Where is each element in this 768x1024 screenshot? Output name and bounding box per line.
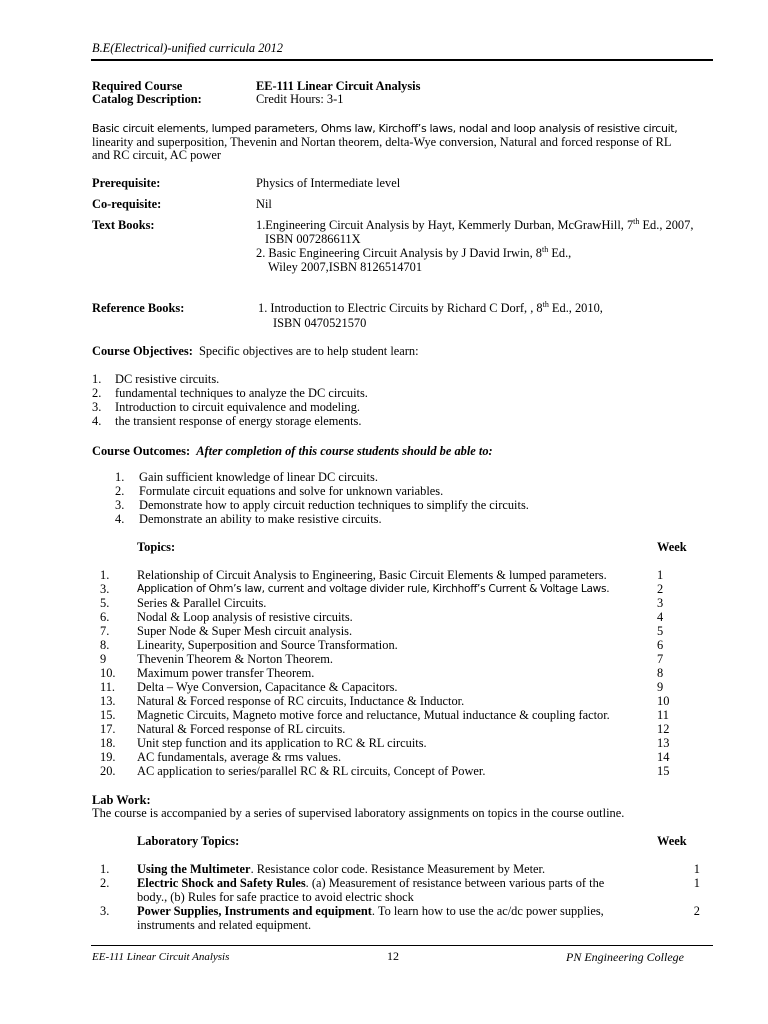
outcome-item: Demonstrate how to apply circuit reduction techniques to simplify the circuits. — [139, 498, 529, 512]
topic-item: Delta – Wye Conversion, Capacitance & Capacitors. — [137, 680, 398, 694]
topic-number: 9 — [100, 652, 107, 666]
topic-item: Linearity, Superposition and Source Transformation. — [137, 638, 398, 652]
objective-item: Introduction to circuit equivalence and modeling. — [115, 400, 360, 414]
topic-number: 17. — [100, 722, 116, 736]
description-line-3: and RC circuit, AC power — [92, 148, 222, 162]
topic-item: Maximum power transfer Theorem. — [137, 666, 315, 680]
footer-course: EE-111 Linear Circuit Analysis — [92, 951, 230, 963]
topic-item: AC application to series/parallel RC & RL circuits, Concept of Power. — [137, 764, 486, 778]
lab-topic-week: 2 — [693, 904, 700, 918]
reference-books-label: Reference Books: — [92, 301, 185, 315]
lab-work-label: Lab Work: — [92, 793, 151, 807]
topic-week: 5 — [657, 624, 664, 638]
topic-week: 6 — [657, 638, 664, 652]
header-rule — [91, 59, 713, 61]
lab-topic-3: Power Supplies, Instruments and equipment. To learn how to use the ac/dc power supplies, — [137, 904, 604, 918]
objective-number: 4. — [92, 414, 102, 428]
topic-number: 8. — [100, 638, 110, 652]
textbook-1-isbn: ISBN 007286611X — [265, 232, 361, 246]
topic-week: 4 — [657, 610, 664, 624]
topic-number: 15. — [100, 708, 116, 722]
lab-topic-number: 2. — [100, 876, 110, 890]
course-objectives: Course Objectives: Specific objectives are to help student learn: — [92, 344, 419, 358]
topic-number: 5. — [100, 596, 110, 610]
textbook-1-line-1: 1.Engineering Circuit Analysis by Hayt, Kemmerly Durban, McGrawHill, 7th Ed., 2007, — [256, 216, 694, 232]
topic-week: 10 — [657, 694, 670, 708]
lab-topic-3-continued: instruments and related equipment. — [137, 918, 312, 932]
lab-topic-2: Electric Shock and Safety Rules. (a) Measurement of resistance between various parts of the — [137, 876, 605, 890]
prerequisite-value: Physics of Intermediate level — [256, 176, 401, 190]
textbook-2-publisher: Wiley 2007,ISBN 8126514701 — [268, 260, 423, 274]
topic-week: 7 — [657, 652, 664, 666]
objective-item: fundamental techniques to analyze the DC circuits. — [115, 386, 368, 400]
topic-week: 15 — [657, 764, 670, 778]
outcome-number: 4. — [115, 512, 125, 526]
topic-number: 18. — [100, 736, 116, 750]
topic-item: Natural & Forced response of RC circuits, Inductance & Inductor. — [137, 694, 465, 708]
laboratory-week-header: Week — [657, 834, 687, 848]
topic-item: Application of Ohm’s law, current and voltage divider rule, Kirchhoff’s Current & Voltage Laws. — [137, 583, 610, 595]
catalog-description-label: Catalog Description: — [92, 92, 202, 106]
description-line-2: linearity and superposition, Thevenin and Nortan theorem, delta-Wye conversion, Natural and forced response of RL — [92, 135, 672, 149]
topic-number: 6. — [100, 610, 110, 624]
lab-topic-number: 3. — [100, 904, 110, 918]
footer-college: PN Engineering College — [566, 950, 684, 964]
topic-item: Magnetic Circuits, Magneto motive force and reluctance, Mutual inductance & coupling factor. — [137, 708, 610, 722]
topic-number: 7. — [100, 624, 110, 638]
topic-item: AC fundamentals, average & rms values. — [137, 750, 342, 764]
topic-number: 3. — [100, 582, 110, 596]
textbook-2-line-1: 2. Basic Engineering Circuit Analysis by J David Irwin, 8th Ed., — [256, 244, 572, 260]
topic-week: 14 — [657, 750, 670, 764]
lab-topic-week: 1 — [693, 862, 700, 876]
topic-week: 13 — [657, 736, 670, 750]
topic-item: Thevenin Theorem & Norton Theorem. — [137, 652, 334, 666]
lab-work-text: The course is accompanied by a series of supervised laboratory assignments on topics in the course outline. — [92, 806, 625, 820]
topic-number: 19. — [100, 750, 116, 764]
topic-number: 10. — [100, 666, 116, 680]
lab-topic-2-continued: body., (b) Rules for safe practice to avoid electric shock — [137, 890, 414, 904]
credit-hours: Credit Hours: 3-1 — [256, 92, 344, 106]
topic-item: Natural & Forced response of RL circuits. — [137, 722, 346, 736]
topic-item: Relationship of Circuit Analysis to Engineering, Basic Circuit Elements & lumped parameters. — [137, 568, 607, 582]
outcome-item: Gain sufficient knowledge of linear DC circuits. — [139, 470, 378, 484]
topic-week: 3 — [657, 596, 664, 610]
objective-number: 2. — [92, 386, 102, 400]
objective-item: DC resistive circuits. — [115, 372, 220, 386]
outcome-item: Demonstrate an ability to make resistive circuits. — [139, 512, 382, 526]
outcome-number: 1. — [115, 470, 125, 484]
laboratory-topics-header: Laboratory Topics: — [137, 834, 240, 848]
topic-number: 20. — [100, 764, 116, 778]
course-code-title: EE-111 Linear Circuit Analysis — [256, 79, 421, 93]
reference-book-1-isbn: ISBN 0470521570 — [273, 316, 367, 330]
textbooks-label: Text Books: — [92, 218, 155, 232]
lab-topic-number: 1. — [100, 862, 110, 876]
topic-item: Super Node & Super Mesh circuit analysis. — [137, 624, 353, 638]
outcome-item: Formulate circuit equations and solve for unknown variables. — [139, 484, 444, 498]
outcome-number: 3. — [115, 498, 125, 512]
topics-header: Topics: — [137, 540, 176, 554]
objective-number: 1. — [92, 372, 102, 386]
course-outcomes: Course Outcomes: After completion of this course students should be able to: — [92, 444, 493, 458]
topic-number: 13. — [100, 694, 116, 708]
topic-week: 12 — [657, 722, 670, 736]
topics-week-header: Week — [657, 540, 687, 554]
page-number: 12 — [387, 949, 399, 963]
topic-item: Nodal & Loop analysis of resistive circuits. — [137, 610, 353, 624]
corequisite-value: Nil — [256, 197, 272, 211]
document-header: B.E(Electrical)-unified curricula 2012 — [92, 41, 283, 55]
objective-item: the transient response of energy storage elements. — [115, 414, 362, 428]
topic-week: 9 — [657, 680, 664, 694]
topic-week: 2 — [657, 582, 664, 596]
topic-item: Series & Parallel Circuits. — [137, 596, 267, 610]
topic-week: 11 — [657, 708, 669, 722]
footer-rule — [91, 945, 713, 946]
topic-number: 11. — [100, 680, 116, 694]
topic-number: 1. — [100, 568, 110, 582]
required-course-label: Required Course — [92, 79, 183, 93]
topic-item: Unit step function and its application to RC & RL circuits. — [137, 736, 427, 750]
reference-book-1-line-1: 1. Introduction to Electric Circuits by Richard C Dorf, , 8th Ed., 2010, — [258, 299, 603, 315]
lab-topic-1: Using the Multimeter. Resistance color code. Resistance Measurement by Meter. — [137, 862, 546, 876]
topic-week: 8 — [657, 666, 664, 680]
lab-topic-week: 1 — [693, 876, 700, 890]
description-line-1: Basic circuit elements, lumped parameters, Ohms law, Kirchoff’s laws, nodal and loop analysis of resistive circuit, — [92, 122, 678, 135]
topic-week: 1 — [657, 568, 664, 582]
outcome-number: 2. — [115, 484, 125, 498]
corequisite-label: Co-requisite: — [92, 197, 162, 211]
prerequisite-label: Prerequisite: — [92, 176, 161, 190]
objective-number: 3. — [92, 400, 102, 414]
